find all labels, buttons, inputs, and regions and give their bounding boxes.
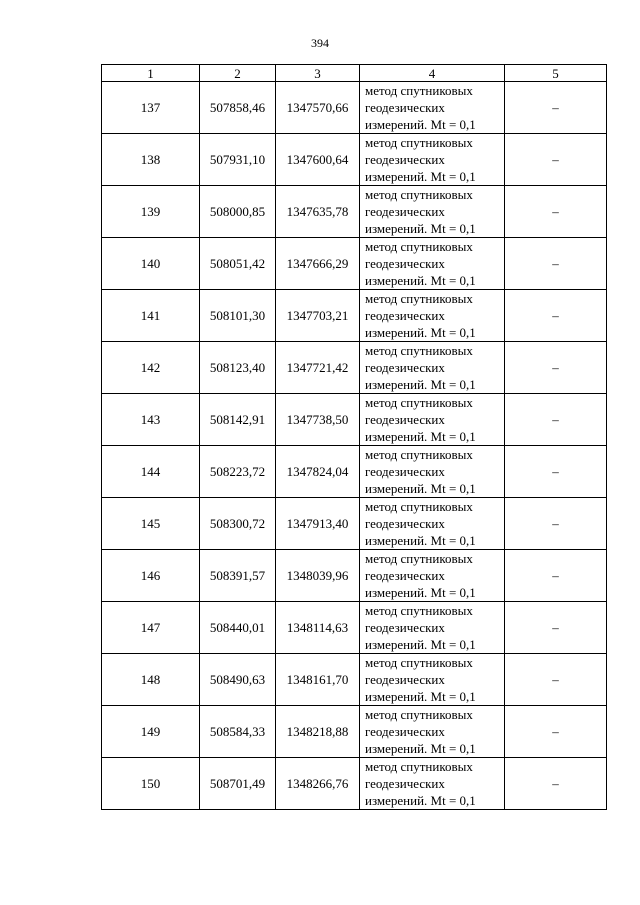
coordinate-x: 507858,46 [200, 82, 276, 134]
coordinate-y: 1347703,21 [276, 290, 360, 342]
method-description [360, 134, 505, 186]
column-header-3: 3 [276, 65, 360, 82]
coordinate-y: 1348114,63 [276, 602, 360, 654]
method-line-3: измерений. Mt = 0,1 [365, 533, 476, 548]
method-line-1: метод спутниковых [365, 707, 473, 722]
page-number: 394 [311, 36, 329, 50]
coordinate-x: 508123,40 [200, 342, 276, 394]
method-line-1: метод спутниковых [365, 291, 473, 306]
coordinate-y: 1348039,96 [276, 550, 360, 602]
method-line-1: метод спутниковых [365, 551, 473, 566]
column-5-value: – [505, 758, 607, 810]
method-line-1: метод спутниковых [365, 603, 473, 618]
method-description [360, 654, 505, 706]
method-line-2: геодезических [365, 412, 445, 427]
point-number: 137 [102, 82, 200, 134]
table-row [102, 498, 607, 550]
method-description [360, 446, 505, 498]
column-header-5: 5 [505, 65, 607, 82]
column-5-value: – [505, 394, 607, 446]
point-number: 146 [102, 550, 200, 602]
method-description [360, 186, 505, 238]
method-line-1: метод спутниковых [365, 343, 473, 358]
method-line-3: измерений. Mt = 0,1 [365, 221, 476, 236]
point-number: 142 [102, 342, 200, 394]
table-row [102, 238, 607, 290]
table-row [102, 446, 607, 498]
column-5-value: – [505, 290, 607, 342]
coordinate-x: 508223,72 [200, 446, 276, 498]
method-line-1: метод спутниковых [365, 499, 473, 514]
method-line-2: геодезических [365, 620, 445, 635]
header-row [102, 65, 607, 82]
column-header-1: 1 [102, 65, 200, 82]
coordinate-x: 508391,57 [200, 550, 276, 602]
method-line-3: измерений. Mt = 0,1 [365, 377, 476, 392]
method-line-3: измерений. Mt = 0,1 [365, 793, 476, 808]
table-row [102, 134, 607, 186]
method-line-2: геодезических [365, 776, 445, 791]
point-number: 139 [102, 186, 200, 238]
method-line-1: метод спутниковых [365, 239, 473, 254]
coordinate-y: 1347600,64 [276, 134, 360, 186]
method-line-3: измерений. Mt = 0,1 [365, 325, 476, 340]
table-row [102, 394, 607, 446]
method-line-2: геодезических [365, 464, 445, 479]
method-line-2: геодезических [365, 152, 445, 167]
method-line-1: метод спутниковых [365, 447, 473, 462]
column-5-value: – [505, 342, 607, 394]
coordinates-table [101, 64, 607, 810]
method-line-2: геодезических [365, 100, 445, 115]
method-line-2: геодезических [365, 204, 445, 219]
coordinate-x: 508051,42 [200, 238, 276, 290]
coordinate-y: 1347824,04 [276, 446, 360, 498]
method-line-1: метод спутниковых [365, 655, 473, 670]
method-line-1: метод спутниковых [365, 135, 473, 150]
method-description [360, 550, 505, 602]
coordinate-y: 1347570,66 [276, 82, 360, 134]
method-line-3: измерений. Mt = 0,1 [365, 117, 476, 132]
column-5-value: – [505, 550, 607, 602]
method-line-1: метод спутниковых [365, 395, 473, 410]
method-line-2: геодезических [365, 360, 445, 375]
column-5-value: – [505, 706, 607, 758]
point-number: 138 [102, 134, 200, 186]
column-5-value: – [505, 446, 607, 498]
method-line-3: измерений. Mt = 0,1 [365, 585, 476, 600]
point-number: 144 [102, 446, 200, 498]
method-line-1: метод спутниковых [365, 759, 473, 774]
point-number: 143 [102, 394, 200, 446]
method-description [360, 498, 505, 550]
method-line-3: измерений. Mt = 0,1 [365, 273, 476, 288]
coordinate-x: 508300,72 [200, 498, 276, 550]
method-line-3: измерений. Mt = 0,1 [365, 169, 476, 184]
point-number: 148 [102, 654, 200, 706]
method-line-2: геодезических [365, 308, 445, 323]
method-description [360, 758, 505, 810]
method-description [360, 602, 505, 654]
column-header-4: 4 [360, 65, 505, 82]
column-5-value: – [505, 186, 607, 238]
point-number: 145 [102, 498, 200, 550]
table-row [102, 82, 607, 134]
column-5-value: – [505, 602, 607, 654]
column-5-value: – [505, 498, 607, 550]
method-line-3: измерений. Mt = 0,1 [365, 637, 476, 652]
method-line-2: геодезических [365, 516, 445, 531]
column-5-value: – [505, 654, 607, 706]
coordinate-y: 1348161,70 [276, 654, 360, 706]
coordinate-x: 508440,01 [200, 602, 276, 654]
coordinate-x: 507931,10 [200, 134, 276, 186]
method-line-1: метод спутниковых [365, 187, 473, 202]
table-row [102, 758, 607, 810]
coordinate-x: 508584,33 [200, 706, 276, 758]
point-number: 150 [102, 758, 200, 810]
method-line-2: геодезических [365, 724, 445, 739]
table-row [102, 342, 607, 394]
method-line-2: геодезических [365, 568, 445, 583]
method-line-3: измерений. Mt = 0,1 [365, 741, 476, 756]
coordinate-y: 1347721,42 [276, 342, 360, 394]
table-body [102, 82, 607, 810]
method-description [360, 706, 505, 758]
method-line-1: метод спутниковых [365, 83, 473, 98]
point-number: 147 [102, 602, 200, 654]
column-5-value: – [505, 238, 607, 290]
coordinate-x: 508101,30 [200, 290, 276, 342]
coordinate-x: 508701,49 [200, 758, 276, 810]
method-line-3: измерений. Mt = 0,1 [365, 429, 476, 444]
table-header [102, 65, 607, 82]
coordinate-y: 1347666,29 [276, 238, 360, 290]
column-5-value: – [505, 134, 607, 186]
point-number: 141 [102, 290, 200, 342]
point-number: 149 [102, 706, 200, 758]
method-description [360, 82, 505, 134]
table-row [102, 290, 607, 342]
coordinate-x: 508142,91 [200, 394, 276, 446]
coordinate-y: 1347738,50 [276, 394, 360, 446]
point-number: 140 [102, 238, 200, 290]
table-row [102, 602, 607, 654]
method-description [360, 394, 505, 446]
coordinate-y: 1347635,78 [276, 186, 360, 238]
method-description [360, 238, 505, 290]
table-row [102, 654, 607, 706]
coordinate-x: 508000,85 [200, 186, 276, 238]
column-header-2: 2 [200, 65, 276, 82]
method-description [360, 342, 505, 394]
method-line-3: измерений. Mt = 0,1 [365, 689, 476, 704]
method-line-3: измерений. Mt = 0,1 [365, 481, 476, 496]
method-line-2: геодезических [365, 672, 445, 687]
coordinate-y: 1347913,40 [276, 498, 360, 550]
column-5-value: – [505, 82, 607, 134]
table-row [102, 550, 607, 602]
coordinate-y: 1348266,76 [276, 758, 360, 810]
coordinate-y: 1348218,88 [276, 706, 360, 758]
coordinate-x: 508490,63 [200, 654, 276, 706]
method-line-2: геодезических [365, 256, 445, 271]
method-description [360, 290, 505, 342]
table-row [102, 706, 607, 758]
table-row [102, 186, 607, 238]
